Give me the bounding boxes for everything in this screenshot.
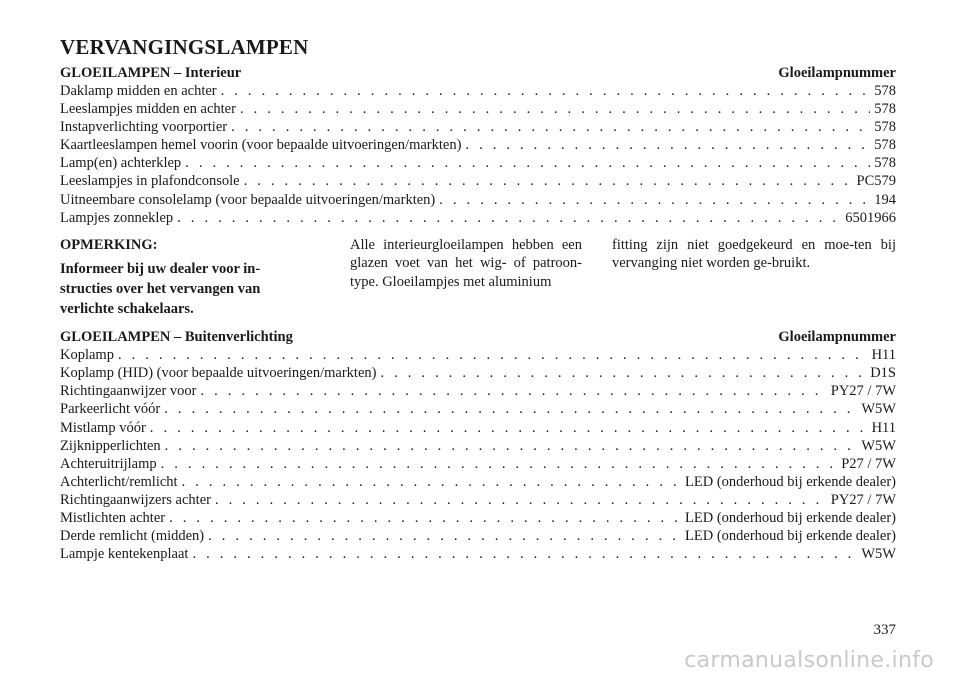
table-row: [60, 473, 896, 491]
row-label: Zijknipperlichten: [60, 437, 161, 454]
note-section: [60, 236, 896, 319]
dot-leader: [439, 191, 870, 209]
row-label: Leeslampjes midden en achter: [60, 101, 236, 118]
note-bold-text: Informeer bij uw dealer voor in-structies over het vervangen van verlichte schakelaars.: [60, 261, 261, 318]
exterior-rows: [60, 346, 896, 563]
interior-header-left: GLOEILAMPEN – Interieur: [60, 65, 242, 81]
row-value: 578: [874, 137, 896, 154]
table-row: [60, 509, 896, 527]
row-label: Uitneembare consolelamp (voor bepaalde uitvoeringen/markten): [60, 191, 436, 208]
interior-table-header: [60, 64, 896, 82]
dot-leader: [182, 473, 681, 491]
dot-leader: [118, 346, 868, 364]
dot-leader: [185, 154, 870, 172]
interior-rows: [60, 82, 896, 227]
row-label: Richtingaanwijzers achter: [60, 491, 211, 508]
page-number: 337: [873, 622, 896, 638]
table-row: [60, 136, 896, 154]
row-label: Kaartleeslampen hemel voorin (voor bepaalde uitvoeringen/markten): [60, 137, 462, 154]
table-row: [60, 118, 896, 136]
row-label: Koplamp: [60, 347, 114, 364]
dot-leader: [465, 136, 870, 154]
dot-leader: [169, 509, 681, 527]
row-value: W5W: [861, 437, 896, 454]
manual-page: [60, 34, 896, 563]
table-row: [60, 419, 896, 437]
interior-bulb-table: [60, 64, 896, 227]
note-column-2: Alle interieurgloeilampen hebben een glazen voet van het wig- of patroon-type. Gloeilampjes met aluminium: [350, 236, 582, 290]
note-column-1: [60, 236, 312, 319]
row-label: Mistlamp vóór: [60, 419, 146, 436]
row-value: D1S: [870, 365, 896, 382]
dot-leader: [221, 82, 871, 100]
row-label: Parkeerlicht vóór: [60, 401, 161, 418]
row-value: 578: [874, 155, 896, 172]
table-row: [60, 346, 896, 364]
row-value: W5W: [861, 546, 896, 563]
row-label: Richtingaanwijzer voor: [60, 383, 197, 400]
row-label: Lamp(en) achterklep: [60, 155, 182, 172]
table-row: [60, 491, 896, 509]
dot-leader: [215, 491, 827, 509]
row-value: PY27 / 7W: [830, 491, 896, 508]
dot-leader: [231, 118, 870, 136]
table-row: [60, 527, 896, 545]
row-label: Leeslampjes in plafondconsole: [60, 173, 240, 190]
table-row: [60, 455, 896, 473]
exterior-header-right: Gloeilampnummer: [778, 329, 896, 346]
dot-leader: [164, 400, 857, 418]
row-value: 578: [874, 83, 896, 99]
row-value: LED (onderhoud bij erkende dealer): [685, 528, 896, 545]
table-row: [60, 82, 896, 100]
row-label: Lampjes zonneklep: [60, 209, 174, 226]
exterior-table-header: [60, 328, 896, 346]
row-value: W5W: [861, 401, 896, 418]
dot-leader: [177, 209, 841, 227]
table-row: [60, 437, 896, 455]
dot-leader: [240, 100, 870, 118]
row-label: Achteruitrijlamp: [60, 455, 157, 472]
row-value: H11: [871, 347, 896, 364]
dot-leader: [208, 527, 681, 545]
row-label: Koplamp (HID) (voor bepaalde uitvoeringen/markten): [60, 365, 377, 382]
table-row: [60, 382, 896, 400]
note-column-3: fitting zijn niet goedgekeurd en moe-ten bij vervanging niet worden ge-bruikt.: [612, 236, 896, 272]
table-row: [60, 154, 896, 172]
row-label: Daklamp midden en achter: [60, 83, 217, 99]
table-row: [60, 191, 896, 209]
row-value: 6501966: [845, 209, 896, 226]
dot-leader: [192, 545, 857, 563]
exterior-header-left: GLOEILAMPEN – Buitenverlichting: [60, 329, 293, 346]
interior-header-right: Gloeilampnummer: [778, 65, 896, 81]
row-value: H11: [871, 419, 896, 436]
row-label: Mistlichten achter: [60, 510, 166, 526]
dot-leader: [165, 437, 858, 455]
exterior-bulb-table: [60, 328, 896, 563]
dot-leader: [201, 382, 827, 400]
row-label: Derde remlicht (midden): [60, 528, 205, 545]
dot-leader: [244, 172, 853, 190]
row-value: LED (onderhoud bij erkende dealer): [685, 510, 896, 526]
table-row: [60, 545, 896, 563]
row-value: LED (onderhoud bij erkende dealer): [685, 473, 896, 490]
table-row: [60, 100, 896, 118]
row-value: 578: [874, 119, 896, 136]
table-row: [60, 209, 896, 227]
watermark-logo[interactable]: carmanualsonline.info: [684, 648, 934, 673]
table-row: [60, 364, 896, 382]
table-row: [60, 172, 896, 190]
row-label: Achterlicht/remlicht: [60, 473, 178, 490]
row-value: PC579: [856, 173, 896, 190]
row-value: PY27 / 7W: [830, 383, 896, 400]
dot-leader: [380, 364, 866, 382]
row-value: 578: [874, 101, 896, 118]
note-heading: OPMERKING:: [60, 236, 158, 253]
dot-leader: [161, 455, 838, 473]
row-value: 194: [874, 191, 896, 208]
row-label: Instapverlichting voorportier: [60, 119, 228, 136]
table-row: [60, 400, 896, 418]
page-title: VERVANGINGSLAMPEN: [60, 35, 309, 59]
row-label: Lampje kentekenplaat: [60, 546, 189, 563]
dot-leader: [150, 419, 868, 437]
row-value: P27 / 7W: [841, 455, 896, 472]
